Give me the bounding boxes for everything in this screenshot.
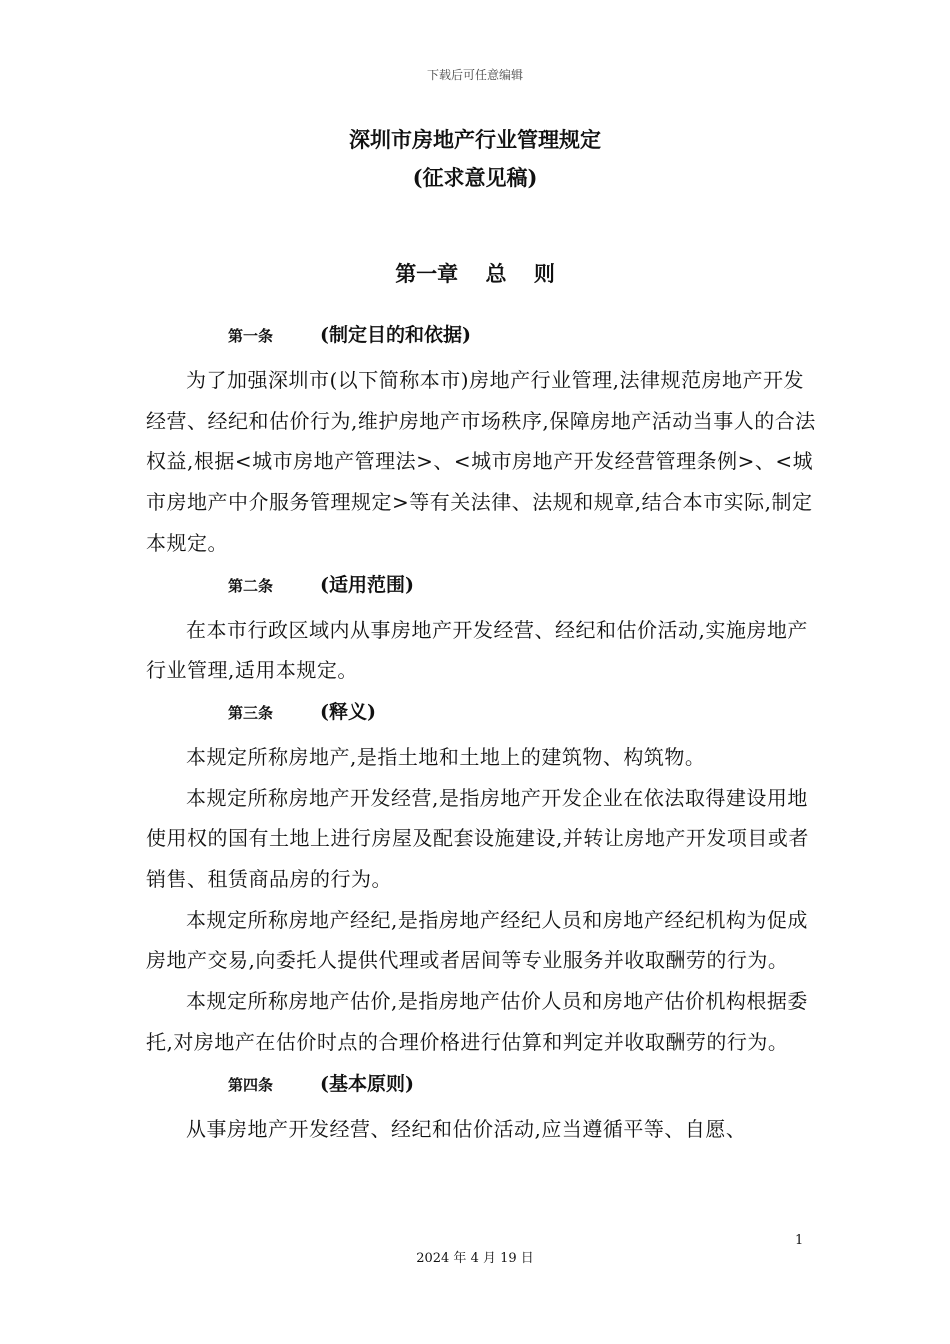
paragraph: 从事房地产开发经营、经纪和估价活动,应当遵循平等、自愿、 [186,1116,747,1141]
header-note: 下载后可任意编辑 [426,68,523,82]
chapter-heading [0,258,950,288]
paragraph: 为了加强深圳市(以下简称本市)房地产行业管理,法律规范房地产开发经营、经纪和估价行为,维护房地产市场秩序,保障房地产活动当事人的合法权益,根据<城市房地产管理法>、<城市房地产开发经营管理条例>、<城市房地产中介服务管理规定>等有关法律、法规和规章,结合本市实际,制定本规定。 [146,368,816,555]
chapter-number: 第一章 [395,261,459,286]
article-topic: (制定目的和依据) [320,324,471,346]
article-number: 第四条 [228,1075,274,1094]
article-topic: (基本原则) [320,1072,414,1095]
paragraph: 本规定所称房地产经纪,是指房地产经纪人员和房地产经纪机构为促成房地产交易,向委托人提供代理或者居间等专业服务并收取酬劳的行为。 [146,907,808,973]
footer-date: 2024 年 4 月 19 日 [416,1251,534,1266]
document-subtitle: (征求意见稿) [412,165,538,190]
article-number: 第三条 [228,703,274,722]
article-heading-1 [146,320,818,350]
article-heading-2 [146,570,818,600]
paragraph: 在本市行政区域内从事房地产开发经营、经纪和估价活动,实施房地产行业管理,适用本规定。 [146,617,808,683]
paragraph: 本规定所称房地产估价,是指房地产估价人员和房地产估价机构根据委托,对房地产在估价时点的合理价格进行估算和判定并收取酬劳的行为。 [146,989,808,1054]
article-topic: (适用范围) [320,573,414,596]
article-heading-3 [146,697,818,727]
article-number: 第二条 [228,576,274,595]
chapter-title-char-1: 总 [485,261,507,286]
paragraph: 本规定所称房地产开发经营,是指房地产开发企业在依法取得建设用地使用权的国有土地上进行房屋及配套设施建设,并转让房地产开发项目或者销售、租赁商品房的行为。 [146,785,809,892]
paragraph: 本规定所称房地产,是指土地和土地上的建筑物、构筑物。 [186,744,706,769]
article-topic: (释义) [320,700,376,723]
chapter-title-char-2: 则 [533,261,555,286]
document-body [146,320,818,1149]
article-heading-4 [146,1069,818,1099]
page-number: 1 [795,1233,804,1248]
article-number: 第一条 [228,327,274,345]
document-title: 深圳市房地产行业管理规定 [349,127,601,152]
